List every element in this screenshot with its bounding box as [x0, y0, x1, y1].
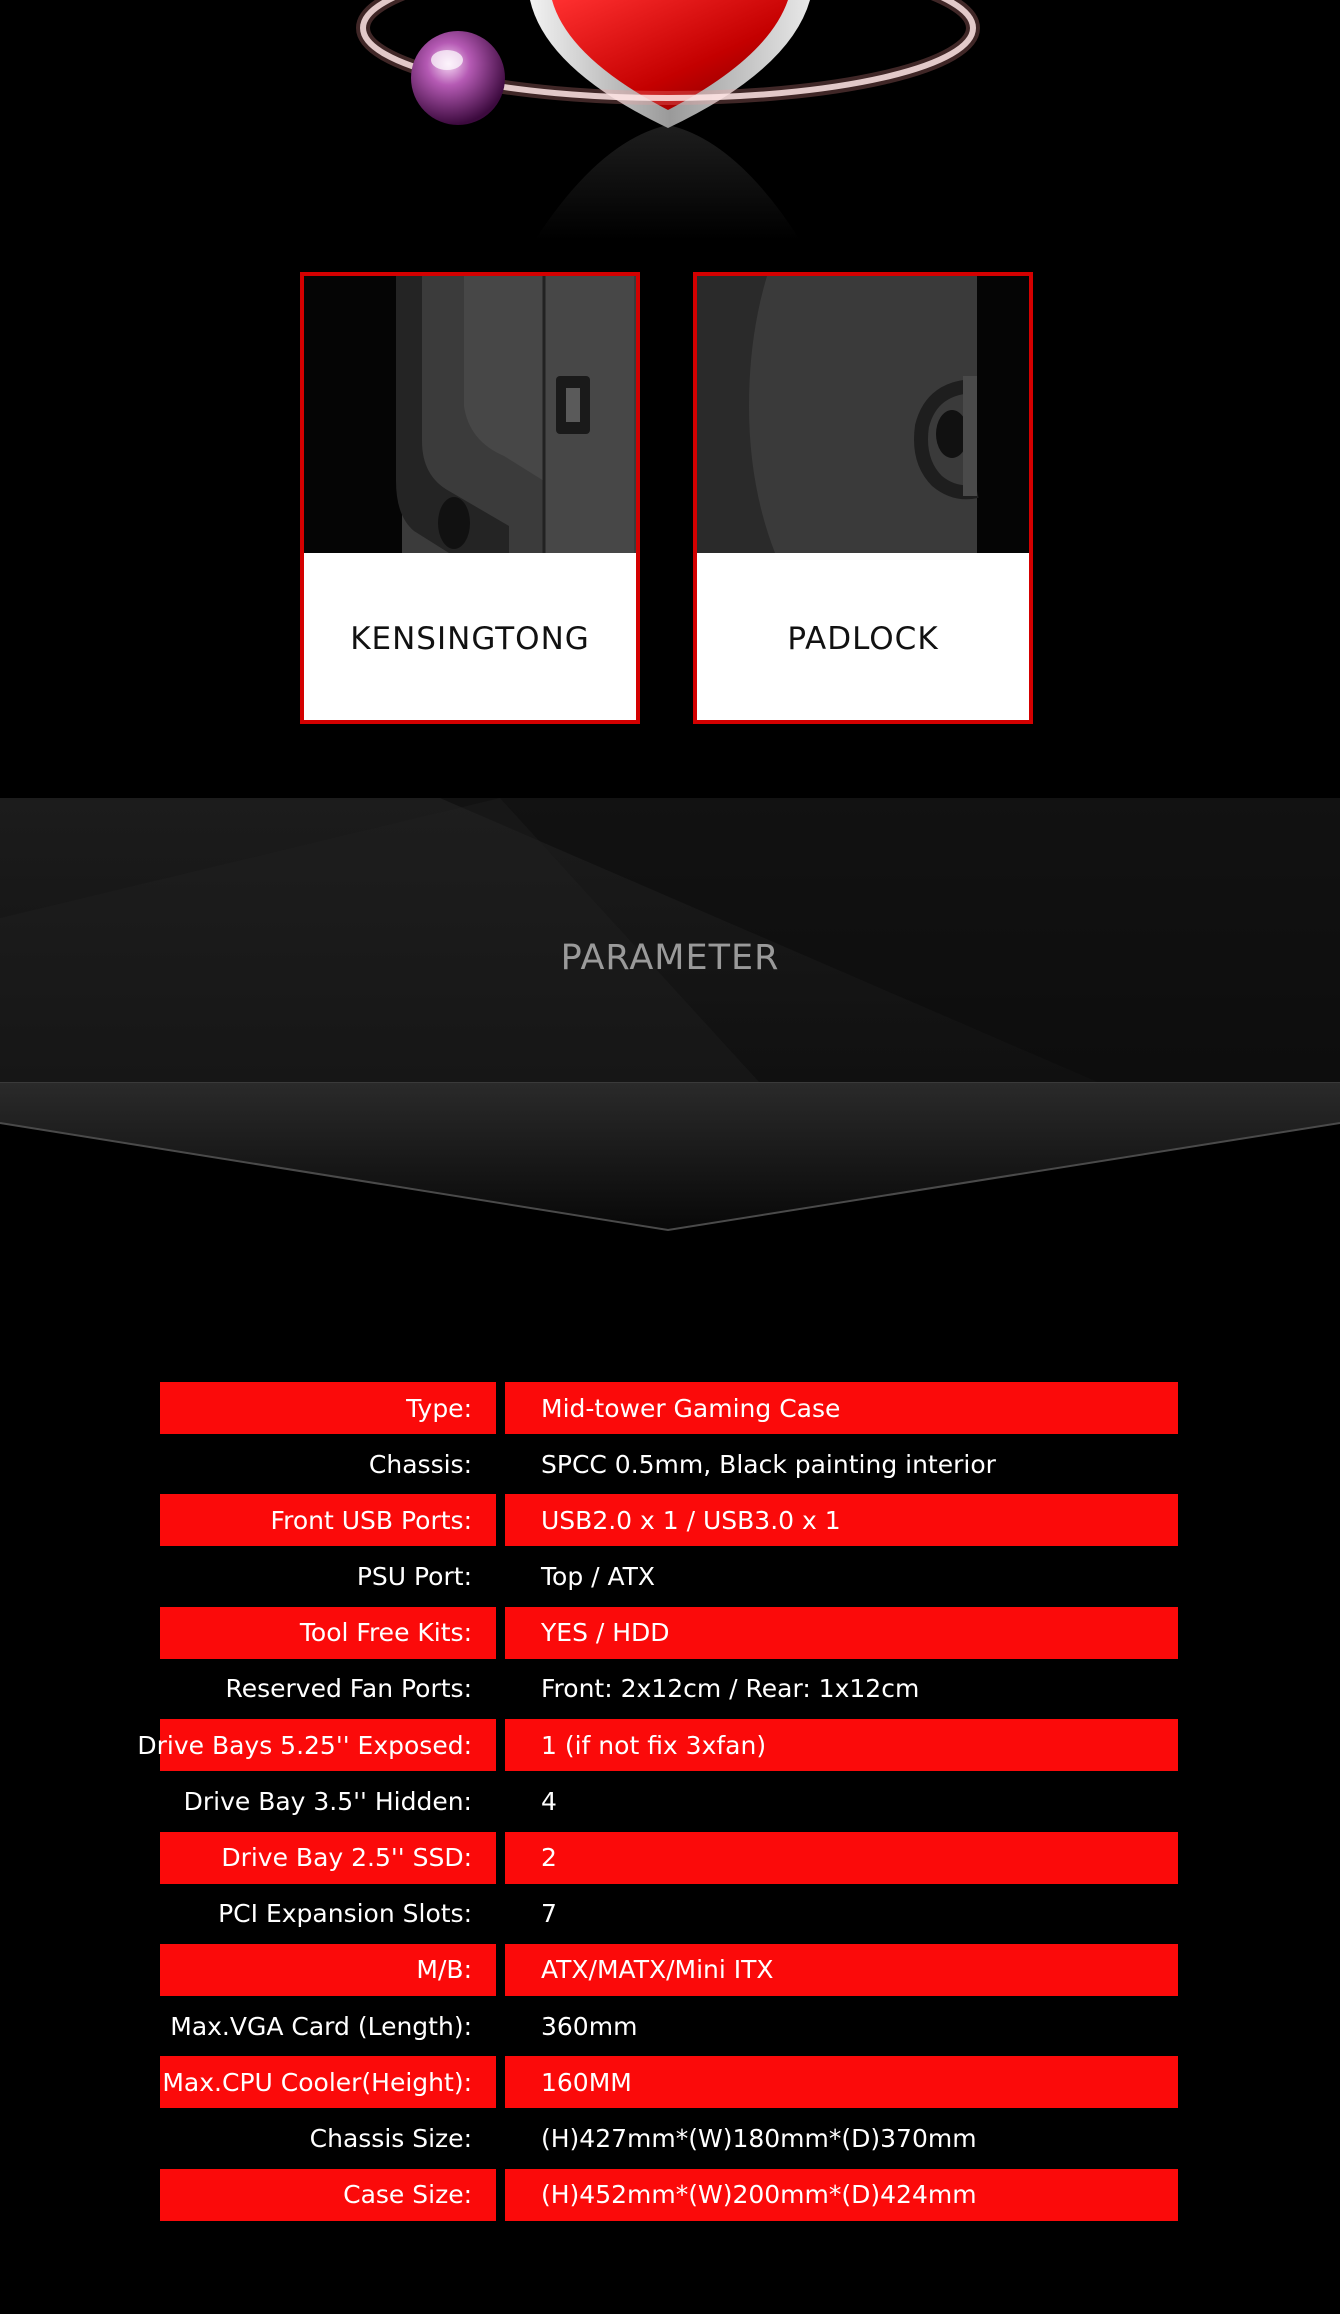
- spec-label: Drive Bay 3.5'' Hidden:: [183, 1786, 472, 1816]
- spec-label: Chassis Size:: [309, 2123, 472, 2153]
- spec-label: Chassis:: [368, 1449, 472, 1479]
- kensington-lock-card: [300, 272, 640, 724]
- spec-value: ATX/MATX/Mini ITX: [505, 1944, 1178, 1996]
- spec-row: [160, 2167, 1178, 2223]
- spec-value: SPCC 0.5mm, Black painting interior: [541, 1449, 996, 1479]
- spec-value: 360mm: [541, 2011, 638, 2041]
- spec-label: Front USB Ports:: [160, 1494, 496, 1546]
- spec-label: Tool Free Kits:: [160, 1607, 496, 1659]
- spec-row: [160, 2110, 1178, 2166]
- shield-reflection: [535, 125, 800, 240]
- section-title: PARAMETER: [560, 938, 780, 978]
- spec-value: USB2.0 x 1 / USB3.0 x 1: [505, 1494, 1178, 1546]
- spec-row: [137, 1717, 1178, 1773]
- spec-row: [160, 2054, 1178, 2110]
- spec-label: Type:: [160, 1382, 496, 1434]
- spec-row: [160, 1942, 1178, 1998]
- spec-label: Max.CPU Cooler(Height):: [160, 2056, 496, 2108]
- specification-table: [137, 1380, 1178, 2223]
- spec-label: PSU Port:: [356, 1562, 472, 1592]
- spec-value: 160MM: [505, 2056, 1178, 2108]
- spec-label: Reserved Fan Ports:: [225, 1674, 472, 1704]
- padlock-photo: [697, 276, 1029, 553]
- spec-label: Drive Bay 2.5'' SSD:: [160, 1832, 496, 1884]
- spec-label: PCI Expansion Slots:: [218, 1899, 472, 1929]
- spec-row: [160, 1830, 1178, 1886]
- spec-value: (H)452mm*(W)200mm*(D)424mm: [505, 2169, 1178, 2221]
- spec-value: Mid-tower Gaming Case: [505, 1382, 1178, 1434]
- kensington-lock-photo: [304, 276, 636, 553]
- spec-row: [160, 1436, 1178, 1492]
- spec-row: [160, 1998, 1178, 2054]
- spec-row: [160, 1661, 1178, 1717]
- kensington-label: KENSINGTONG: [350, 620, 590, 657]
- brand-emblem: [0, 0, 1340, 260]
- spec-value: YES / HDD: [505, 1607, 1178, 1659]
- spec-value: 1 (if not fix 3xfan): [505, 1719, 1178, 1771]
- spec-value: (H)427mm*(W)180mm*(D)370mm: [541, 2123, 977, 2153]
- spec-label: Case Size:: [160, 2169, 496, 2221]
- purple-sphere: [411, 31, 505, 125]
- spec-value: 2: [505, 1832, 1178, 1884]
- spec-label: Drive Bays 5.25'' Exposed:: [160, 1719, 496, 1771]
- spec-row: [160, 1605, 1178, 1661]
- spec-value: 4: [541, 1786, 557, 1816]
- spec-value: Front: 2x12cm / Rear: 1x12cm: [541, 1674, 920, 1704]
- spec-value: 7: [541, 1899, 557, 1929]
- spec-label: M/B:: [160, 1944, 496, 1996]
- spec-label: Max.VGA Card (Length):: [170, 2011, 472, 2041]
- padlock-label: PADLOCK: [787, 620, 939, 657]
- spec-row: [160, 1773, 1178, 1829]
- spec-row: [160, 1886, 1178, 1942]
- padlock-card: [693, 272, 1033, 724]
- spec-row: [160, 1380, 1178, 1436]
- parameter-banner: [0, 798, 1340, 1238]
- spec-row: [160, 1549, 1178, 1605]
- spec-row: [160, 1492, 1178, 1548]
- spec-value: Top / ATX: [541, 1562, 656, 1592]
